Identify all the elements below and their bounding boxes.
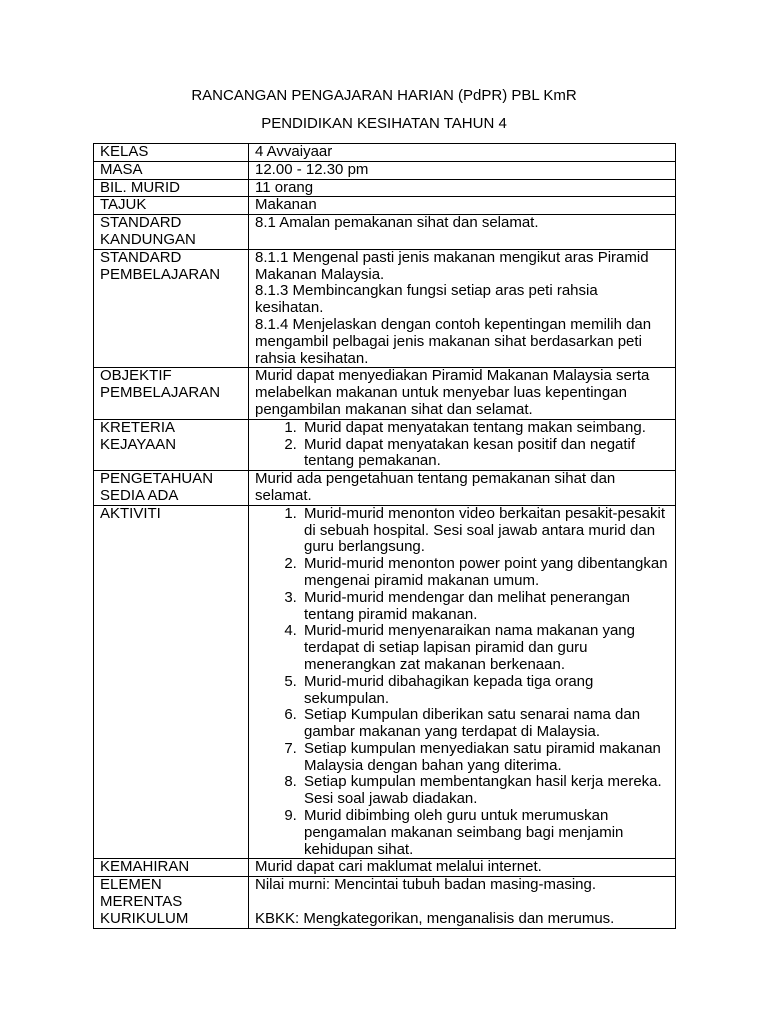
label-line: ELEMEN [100, 876, 162, 894]
row-pengetahuan [94, 471, 676, 506]
label-kelas: KELAS [94, 144, 249, 162]
value-aktiviti [249, 505, 676, 859]
label-standard-pembelajaran [94, 249, 249, 368]
row-tajuk [94, 197, 676, 215]
label-pengetahuan [94, 471, 249, 506]
label-elemen [94, 877, 249, 928]
label-line: STANDARD [100, 248, 182, 266]
row-kelas [94, 144, 676, 162]
list-item: 7. Setiap kumpulan menyediakan satu piramid makanan Malaysia dengan bahan yang diterima. [301, 741, 670, 775]
label-tajuk: TAJUK [94, 197, 249, 215]
label-line: PEMBELAJARAN [100, 384, 221, 402]
row-bil-murid [94, 179, 676, 197]
label-line: PEMBELAJARAN [100, 265, 221, 283]
row-masa [94, 161, 676, 179]
value-standard-pembelajaran [249, 249, 676, 368]
label-line: KRETERIA [100, 418, 176, 436]
value-pengetahuan: Murid ada pengetahuan tentang pemakanan sihat dan selamat. [249, 471, 676, 506]
row-aktiviti [94, 505, 676, 859]
label-kreteria [94, 419, 249, 470]
value-kemahiran: Murid dapat cari maklumat melalui internet. [249, 859, 676, 877]
value-standard-kandungan: 8.1 Amalan pemakanan sihat dan selamat. [249, 215, 676, 250]
label-line: MERENTAS [100, 893, 183, 911]
list-item: 3. Murid-murid mendengar dan melihat penerangan tentang piramid makanan. [301, 590, 670, 624]
document-title: RANCANGAN PENGAJARAN HARIAN (PdPR) PBL KmR [191, 87, 577, 104]
label-line: KURIKULUM [100, 909, 189, 927]
row-kemahiran [94, 859, 676, 877]
list-item: 9. Murid dibimbing oleh guru untuk merumuskan pengamalan makanan seimbang bagi menjamin kehidupan sihat. [301, 808, 670, 858]
value-kreteria [249, 419, 676, 470]
list-item: 4. Murid-murid menyenaraikan nama makanan yang terdapat di setiap lapisan piramid dan guru menerangkan zat makanan berkenaan. [301, 623, 670, 673]
label-bil-murid: BIL. MURID [94, 179, 249, 197]
list-item: 1. Murid dapat menyatakan tentang makan seimbang. [301, 420, 670, 437]
row-elemen [94, 877, 676, 928]
kbkk-text: KBKK: Mengkategorikan, menganalisis dan merumus. [255, 909, 615, 927]
label-objektif [94, 368, 249, 419]
value-bil-murid: 11 orang [249, 179, 676, 197]
value-elemen [249, 877, 676, 928]
nilai-murni-text: Nilai murni: Mencintai tubuh badan masing-masing. [255, 876, 597, 894]
blank-line [255, 894, 670, 911]
document-subtitle: PENDIDIKAN KESIHATAN TAHUN 4 [261, 115, 507, 132]
label-line: KEJAYAAN [100, 435, 177, 453]
row-objektif [94, 368, 676, 419]
label-line: OBJEKTIF [100, 367, 172, 385]
label-line: PENGETAHUAN [100, 470, 214, 488]
lesson-plan-table [93, 143, 676, 929]
standard-item: 8.1.4 Menjelaskan dengan contoh kepentingan memilih dan mengambil pelbagai jenis makanan sihat berdasarkan peti rahsia kesihatan. [255, 315, 652, 367]
list-item: 2. Murid-murid menonton power point yang dibentangkan mengenai piramid makanan umum. [301, 556, 670, 590]
value-kelas: 4 Avvaiyaar [249, 144, 676, 162]
label-line: KANDUNGAN [100, 230, 196, 248]
value-tajuk: Makanan [249, 197, 676, 215]
standard-item: 8.1.3 Membincangkan fungsi setiap aras peti rahsia kesihatan. [255, 282, 598, 317]
label-line: STANDARD [100, 214, 182, 232]
value-masa: 12.00 - 12.30 pm [249, 161, 676, 179]
list-item: 8. Setiap kumpulan membentangkan hasil kerja mereka. Sesi soal jawab diadakan. [301, 774, 670, 808]
label-aktiviti: AKTIVITI [94, 505, 249, 859]
label-standard-kandungan [94, 215, 249, 250]
label-kemahiran: KEMAHIRAN [94, 859, 249, 877]
kreteria-list [255, 420, 670, 470]
aktiviti-list [255, 506, 670, 859]
row-kreteria [94, 419, 676, 470]
list-item: 1. Murid-murid menonton video berkaitan pesakit-pesakit di sebuah hospital. Sesi soal jawab antara murid dan guru berlangsung. [301, 506, 670, 556]
row-standard-kandungan [94, 215, 676, 250]
label-line: SEDIA ADA [100, 486, 179, 504]
list-item: 6. Setiap Kumpulan diberikan satu senarai nama dan gambar makanan yang terdapat di Malaysia. [301, 707, 670, 741]
row-standard-pembelajaran [94, 249, 676, 368]
list-item: 5. Murid-murid dibahagikan kepada tiga orang sekumpulan. [301, 674, 670, 708]
label-masa: MASA [94, 161, 249, 179]
list-item: 2. Murid dapat menyatakan kesan positif dan negatif tentang pemakanan. [301, 437, 670, 471]
value-objektif: Murid dapat menyediakan Piramid Makanan Malaysia serta melabelkan makanan untuk menyebar luas kepentingan pengambilan makanan sihat dan selamat. [249, 368, 676, 419]
standard-item: 8.1.1 Mengenal pasti jenis makanan mengikut aras Piramid Makanan Malaysia. [255, 248, 649, 283]
